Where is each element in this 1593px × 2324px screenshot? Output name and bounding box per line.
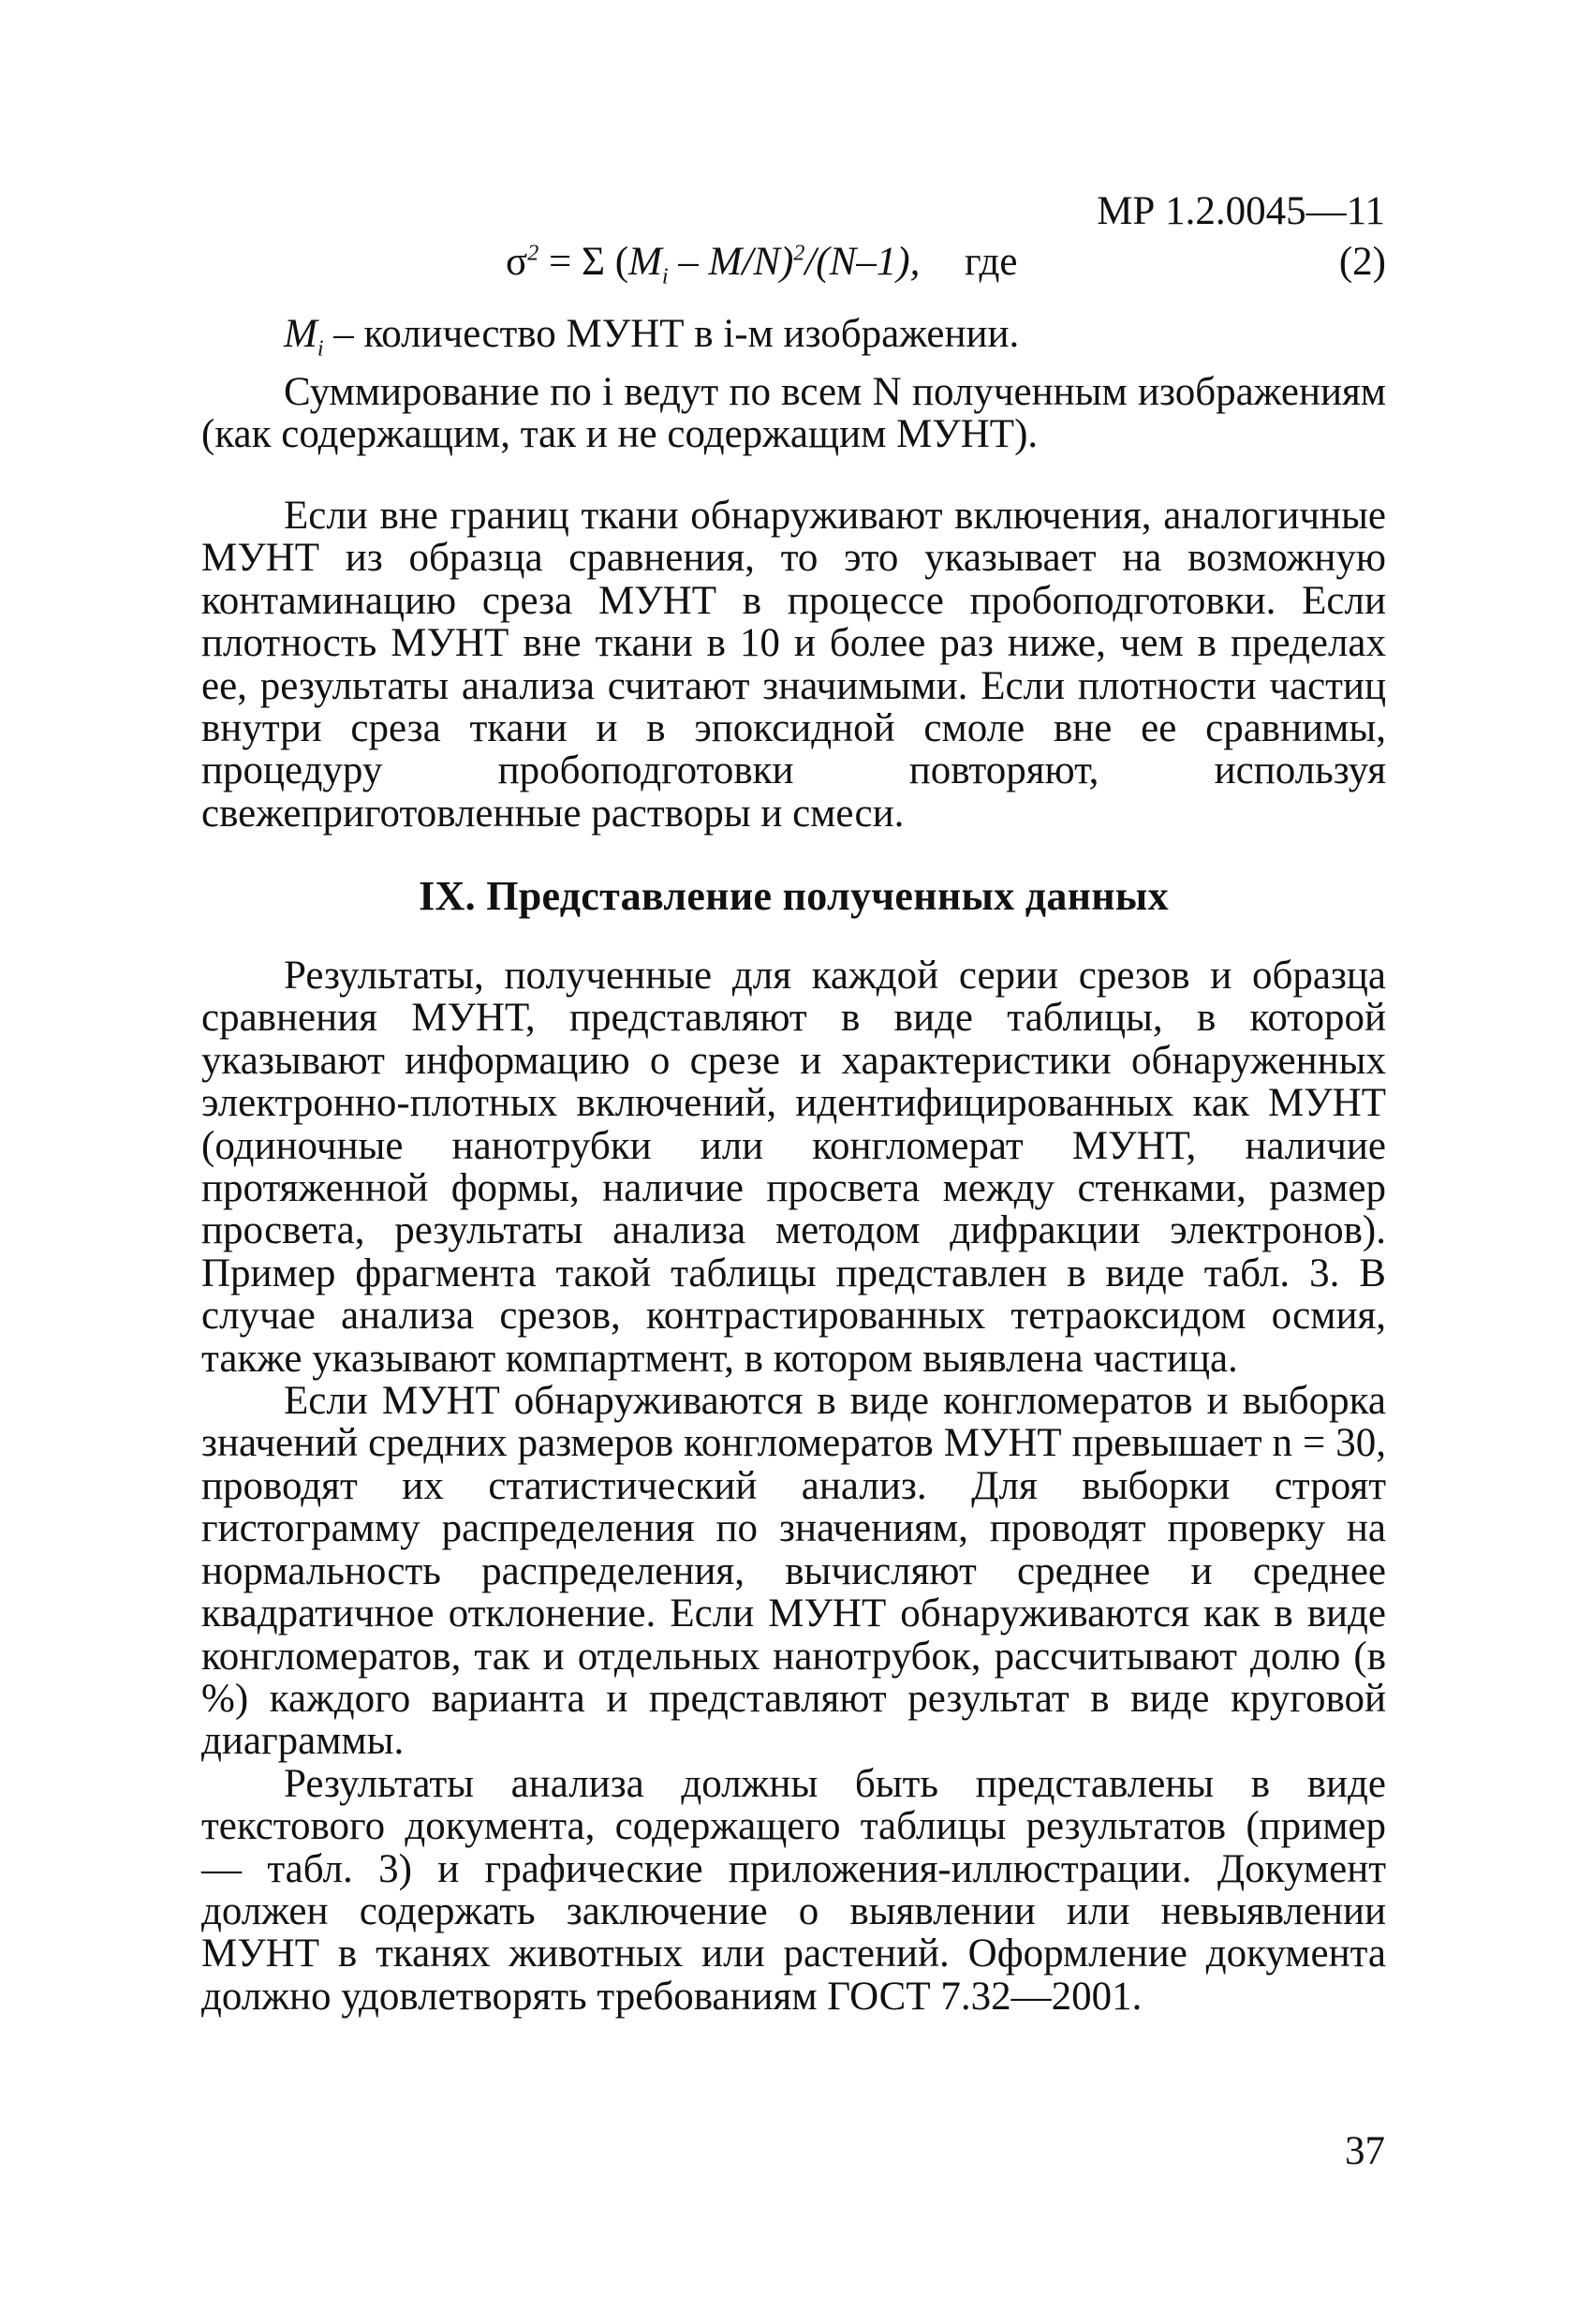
formula-rest-exponent: 2 [793,241,805,266]
page-number: 37 [1345,2129,1385,2173]
section-title: IX. Представление полученных данных [419,873,1169,919]
text-block-upper [201,313,1386,456]
definition-text: – количество МУНТ в i-м изображении. [323,312,1020,356]
definition-symbol-subscript: i [317,336,324,362]
formula-m: M [628,240,662,284]
formula-m-subscript: i [661,264,669,289]
formula-row [201,242,1386,298]
text-block-results [201,955,1386,2018]
formula-equals-sum: = Σ ( [538,240,629,284]
paragraph-report: Результаты анализа должны быть представлены в виде текстового документа, содержащего таблицы результатов (пример — табл. 3) и графические приложения-иллюстрации. Документ должен содержать заключение о выявлении или невыявлении МУНТ в тканях животных или растений. Оформление документа должно удовлетворять требованиям ГОСТ 7.32—2001. [201,1761,1386,2019]
text-block-contamination [201,495,1386,835]
paragraph-summation: Суммирование по i ведут по всем N полученным изображениям (как содержащим, так и не содержащим МУНТ). [201,370,1386,457]
formula-definition [201,313,1386,371]
formula-sigma-exponent: 2 [527,241,539,266]
paragraph-statistics: Если МУНТ обнаруживаются в виде конгломератов и выборка значений средних размеров конгломератов МУНТ превышает n = 30, проводят их статистический анализ. Для выборки строят гистограмму распределения по значениям, проводят проверку на нормальность распределения, вычисляют среднее и среднее квадратичное отклонение. Если МУНТ обнаруживаются как в виде конгломератов, так и отдельных нанотрубок, рассчитывают долю (в %) каждого варианта и представляют результат в виде круговой диаграммы. [201,1379,1386,1764]
formula-rest: – M/N) [668,240,794,284]
formula-where: где [965,240,1018,284]
formula-sigma: σ [506,240,528,284]
paragraph-results-table: Результаты, полученные для каждой серии срезов и образца сравнения МУНТ, представляют в виде таблицы, в которой указывают информацию о срезе и характеристики обнаруженных электронно-плотных включений, идентифицированных как МУНТ (одиночные нанотрубки или конгломерат МУНТ, наличие протяженной формы, наличие просвета между стенками, размер просвета, результаты анализа методом дифракции электронов). Пример фрагмента такой таблицы представлен в виде табл. 3. В случае анализа срезов, контрастированных тетраоксидом осмия, также указывают компартмент, в котором выявлена частица. [201,954,1386,1381]
definition-symbol-letter: M [284,312,317,356]
formula-tail: /(N–1), [804,240,921,284]
definition-symbol [284,312,324,362]
document-code: МР 1.2.0045—11 [1097,189,1385,233]
paragraph-contamination: Если вне границ ткани обнаруживают включения, аналогичные МУНТ из образца сравнения, то это указывает на возможную контаминацию среза МУНТ в процессе пробоподготовки. Если плотность МУНТ вне ткани в 10 и более раз ниже, чем в пределах ее, результаты анализа считают значимыми. Если плотности частиц внутри среза ткани и в эпоксидной смоле вне ее сравнимы, процедуру пробоподготовки повторяют, используя свежеприготовленные растворы и смеси. [201,494,1386,836]
variance-formula [506,242,920,289]
equation-number: (2) [1338,240,1386,284]
